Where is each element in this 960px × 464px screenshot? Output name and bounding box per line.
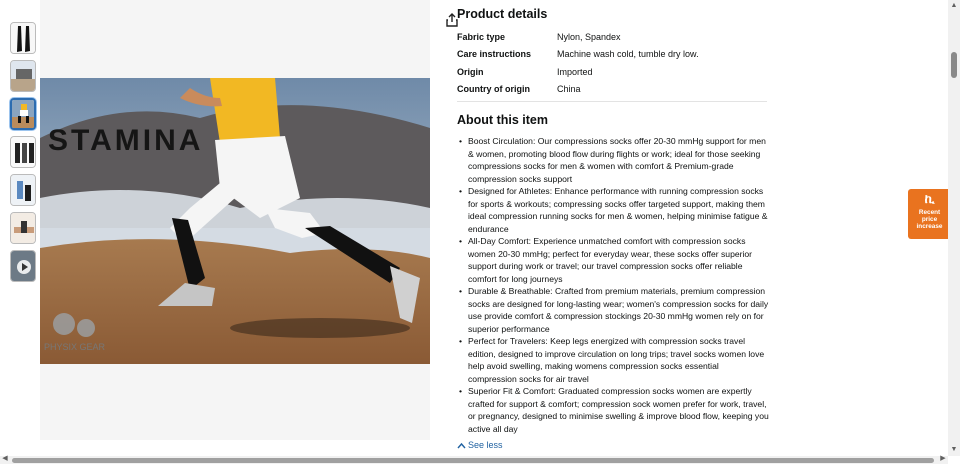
scroll-right-icon[interactable]: ▶	[940, 455, 946, 462]
price-widget-line2: price	[921, 215, 938, 223]
thumbnail-2[interactable]	[10, 60, 36, 92]
about-title: About this item	[457, 113, 548, 127]
detail-value: China	[557, 84, 581, 95]
hero-logo-text: PHYSIX GEAR	[44, 342, 106, 352]
price-widget-line3: increase	[916, 222, 943, 230]
detail-key: Country of origin	[457, 84, 530, 95]
about-bullet-athletes: • Designed for Athletes: Enhance performance with running compression socks for sports & workouts; compressing socks offer targeted support, making them ideal compression running socks for men & women, helping minimise fatigue & endurance	[457, 185, 769, 235]
detail-row-origin	[457, 63, 767, 81]
about-bullet-travelers: • Perfect for Travelers: Keep legs energized with compression socks travel edition, designed to improve circulation on long trips; travel socks women love help avoid swelling, making womens compression socks essential compression socks for air travel	[457, 335, 769, 385]
horizontal-scroll-thumb[interactable]	[12, 458, 934, 463]
price-widget-line1: Recent	[918, 209, 941, 216]
thumbnail-6[interactable]	[10, 212, 36, 244]
detail-value: Nylon, Spandex	[557, 31, 621, 42]
thumbnail-strip	[10, 22, 38, 288]
detail-value: Imported	[557, 66, 593, 77]
detail-row-care	[457, 46, 767, 64]
see-less-link[interactable]	[457, 440, 503, 450]
about-bullet-circulation: • Boost Circulation: Our compressions socks offer 20-30 mmHg support for men & women, promoting blood flow during flights or work; ideal for those seeking compressions socks for men & women with comfort & Premium-grade compression socks support	[457, 135, 769, 185]
scroll-up-icon[interactable]: ▲	[950, 2, 958, 9]
vertical-scroll-thumb[interactable]	[951, 52, 957, 78]
hero-brand-text: STAMINA	[48, 124, 204, 157]
detail-key: Origin	[457, 66, 484, 77]
about-bullet-fit: • Superior Fit & Comfort: Graduated compression socks women are expertly crafted for support & comfort; compression sock women prefer for work, travel, or pregnancy, designed to minimise swelling & improve blood flow, keeping you active all day	[457, 385, 769, 435]
detail-key: Fabric type	[457, 31, 506, 42]
price-history-icon: ኪ	[924, 191, 935, 206]
thumbnail-7-video[interactable]	[10, 250, 36, 282]
image-gallery	[40, 0, 430, 440]
detail-row-fabric	[457, 28, 767, 46]
section-divider	[457, 101, 767, 102]
product-details-title: Product details	[457, 7, 548, 21]
detail-value: Machine wash cold, tumble dry low.	[557, 49, 699, 60]
horizontal-scrollbar[interactable]	[0, 456, 948, 464]
scroll-left-icon[interactable]: ◀	[2, 455, 8, 462]
thumbnail-3-active[interactable]	[10, 98, 36, 130]
scroll-down-icon[interactable]: ▼	[950, 446, 958, 453]
brand-logo-icon	[53, 313, 75, 335]
about-bullet-comfort: • All-Day Comfort: Experience unmatched comfort with compression socks women 20-30 mmHg; perfect for everyday wear, these socks offer superior support during work or travel; our travel compression socks offer reliable comfort for long journeys	[457, 235, 769, 285]
detail-key: Care instructions	[457, 49, 532, 60]
chevron-up-icon	[457, 442, 466, 449]
product-details-table	[457, 28, 767, 98]
thumbnail-5[interactable]	[10, 174, 36, 206]
vertical-scrollbar[interactable]	[948, 0, 960, 456]
thumbnail-4[interactable]	[10, 136, 36, 168]
about-bullets	[457, 135, 769, 435]
about-bullet-durable: • Durable & Breathable: Crafted from premium materials, premium compression socks are designed for long-lasting wear; women's compression socks for daily use provide comfort & compression stockings 20-30 mmHg women rely on for superior performance	[457, 285, 769, 335]
hero-image[interactable]	[40, 78, 430, 364]
thumbnail-1[interactable]	[10, 22, 36, 54]
recent-price-widget[interactable]	[908, 189, 951, 239]
see-less-label: See less	[468, 440, 503, 450]
detail-row-country	[457, 81, 767, 99]
